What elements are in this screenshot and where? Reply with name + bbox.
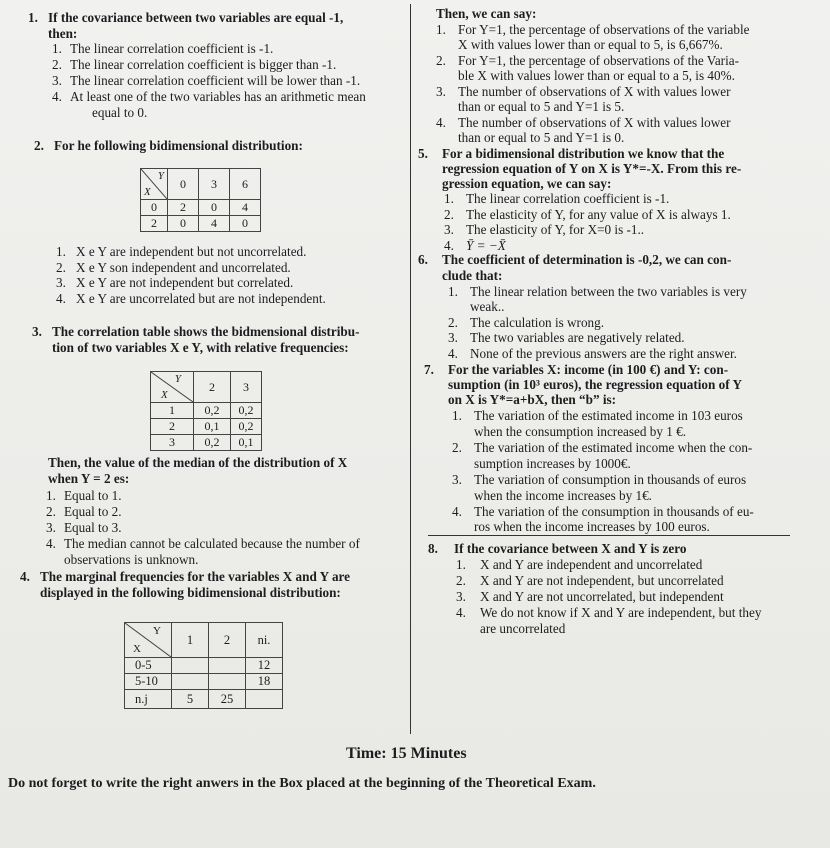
q3-col-1: 3 (231, 372, 262, 403)
q3-opt4: The median cannot be calculated because the number of (64, 536, 360, 551)
q4-footer-cell (246, 690, 283, 709)
q2-row-x: 0 (141, 200, 168, 216)
q4-row-x: 0-5 (125, 658, 172, 674)
q2-stem: For he following bidimensional distribution: (54, 138, 303, 153)
q8-opt1-num: 1. (456, 557, 466, 572)
cont-opt4-l2: than or equal to 5 and Y=1 is 0. (458, 130, 625, 145)
q7-opt3-l1: The variation of consumption in thousands of euros (474, 472, 747, 487)
q3-cell: 0,1 (194, 419, 231, 435)
q4-cell (172, 674, 209, 690)
q1-opt4: At least one of the two variables has an arithmetic mean (70, 89, 366, 104)
q7-opt2-l1: The variation of the estimated income when the con- (474, 440, 753, 455)
q6-opt1-num: 1. (448, 284, 458, 299)
q8-opt2-num: 2. (456, 573, 466, 588)
cont-opt3-num: 3. (436, 84, 446, 99)
q1-stem-line1: If the covariance between two variables are equal -1, (48, 10, 344, 25)
q3-after-line2: when Y = 2 es: (48, 471, 130, 486)
cont-opt4-num: 4. (436, 115, 446, 130)
q5-opt2: The elasticity of Y, for any value of X is always 1. (466, 207, 731, 222)
q8-opt4-l1: We do not know if X and Y are independent, but they (480, 605, 762, 620)
q2-y-label: Y (157, 170, 164, 182)
q2-opt3-num: 3. (56, 275, 66, 290)
q6-l1: The coefficient of determination is -0,2, we can con- (442, 252, 732, 267)
q6-opt2: The calculation is wrong. (470, 315, 605, 330)
q1-stem-line2: then: (48, 26, 78, 41)
cont-opt2-num: 2. (436, 53, 446, 68)
q2-opt2: X e Y son independent and uncorrelated. (76, 260, 291, 275)
q3-opt1-num: 1. (46, 488, 56, 503)
q3-opt3-num: 3. (46, 520, 56, 535)
q3-cell: 0,2 (231, 403, 262, 419)
q4-x-label: X (133, 643, 141, 655)
q3-stem-line2: tion of two variables X e Y, with relative frequencies: (52, 340, 349, 355)
q7-opt2-num: 2. (452, 440, 462, 455)
q7-opt3-l2: when the income increases by 1€. (474, 488, 652, 503)
q6-opt1-l2: weak.. (470, 299, 505, 314)
q8-stem: If the covariance between X and Y is zero (454, 541, 687, 556)
q3-cell: 0,1 (231, 435, 262, 451)
q3-number: 3. (32, 324, 42, 339)
q8-opt4-num: 4. (456, 605, 466, 620)
q2-col-0: 0 (168, 169, 199, 200)
q3-row-x: 1 (151, 403, 194, 419)
q5-opt4-num: 4. (444, 238, 454, 253)
cont-opt1-num: 1. (436, 22, 446, 37)
q2-table-corner (141, 169, 168, 200)
q2-cell: 0 (199, 200, 230, 216)
q3-opt2-num: 2. (46, 504, 56, 519)
q2-x-label: X (144, 186, 151, 198)
q2-opt4-num: 4. (56, 291, 66, 306)
q4-col-2: ni. (246, 623, 283, 658)
q7-opt3-num: 3. (452, 472, 462, 487)
cont-opt2-l2: ble X with values lower than or equal to a 5, is 40%. (458, 68, 735, 83)
q4-cell (209, 658, 246, 674)
q5-opt2-num: 2. (444, 207, 454, 222)
q4-cell: 12 (246, 658, 283, 674)
q1-opt3-num: 3. (52, 73, 62, 88)
q5-opt3: The elasticity of Y, for X=0 is -1.. (466, 222, 645, 237)
q5-opt1: The linear correlation coefficient is -1. (466, 191, 670, 206)
q2-cell: 0 (230, 216, 261, 232)
q5-opt4: Ȳ = −X̄ (466, 238, 506, 253)
q7-number: 7. (424, 362, 434, 377)
q2-row-x: 2 (141, 216, 168, 232)
q7-l3: on X is Y*=a+bX, then “b” is: (448, 392, 617, 407)
q3-table-corner (151, 372, 194, 403)
q4-y-label: Y (153, 625, 161, 637)
q7-opt4-l1: The variation of the consumption in thousands of eu- (474, 504, 754, 519)
q3-row-x: 2 (151, 419, 194, 435)
q2-cell: 4 (230, 200, 261, 216)
q4-stem-line2: displayed in the following bidimensional distribution: (40, 585, 341, 600)
q5-l3: gression equation, we can say: (442, 176, 612, 191)
q2-opt3: X e Y are not independent but correlated. (76, 275, 294, 290)
q2-col-2: 6 (230, 169, 261, 200)
q3-opt4-cont: observations is unknown. (64, 552, 199, 567)
q1-opt3: The linear correlation coefficient will be lower than -1. (70, 73, 361, 88)
q6-l2: clude that: (442, 268, 503, 283)
q4-number: 4. (20, 569, 30, 584)
q4-col-1: 2 (209, 623, 246, 658)
q4-col-0: 1 (172, 623, 209, 658)
q1-opt4-num: 4. (52, 89, 62, 104)
q3-opt4-num: 4. (46, 536, 56, 551)
q1-opt4-cont: equal to 0. (92, 105, 148, 120)
cont-opt3-l2: than or equal to 5 and Y=1 is 5. (458, 99, 625, 114)
q3-x-label: X (161, 389, 168, 401)
q3-cell: 0,2 (231, 419, 262, 435)
q3-row-x: 3 (151, 435, 194, 451)
q3-opt1: Equal to 1. (64, 488, 122, 503)
q1-opt1-num: 1. (52, 41, 62, 56)
q8-opt2: X and Y are not independent, but uncorrelated (480, 573, 724, 588)
cont-header: Then, we can say: (436, 6, 537, 21)
footer-note: Do not forget to write the right anwers in the Box placed at the beginning of the Theoretical Exam. (8, 776, 596, 791)
q7-opt2-l2: sumption increases by 1000€. (474, 456, 631, 471)
q8-number: 8. (428, 541, 438, 556)
q2-opt1-num: 1. (56, 244, 66, 259)
q3-opt2: Equal to 2. (64, 504, 122, 519)
q1-opt2: The linear correlation coefficient is bigger than -1. (70, 57, 337, 72)
q2-cell: 2 (168, 200, 199, 216)
cont-opt4-l1: The number of observations of X with values lower (458, 115, 731, 130)
time-label: Time: 15 Minutes (346, 745, 467, 762)
q6-opt1-l1: The linear relation between the two variables is very (470, 284, 747, 299)
q2-opt1: X e Y are independent but not uncorrelated. (76, 244, 307, 259)
q7-opt4-l2: ros when the income increases by 100 euros. (474, 519, 710, 534)
q4-cell (209, 674, 246, 690)
q4-cell: 18 (246, 674, 283, 690)
q3-opt3: Equal to 3. (64, 520, 122, 535)
column-divider (410, 4, 411, 734)
q3-cell: 0,2 (194, 435, 231, 451)
q2-opt4: X e Y are uncorrelated but are not independent. (76, 291, 326, 306)
q5-l1: For a bidimensional distribution we know that the (442, 146, 725, 161)
q4-table-corner (125, 623, 172, 658)
q4-cell (172, 658, 209, 674)
q4-footer-cell: 25 (209, 690, 246, 709)
q3-after-line1: Then, the value of the median of the distribution of X (48, 455, 348, 470)
q6-opt3-num: 3. (448, 330, 458, 345)
q7-opt4-num: 4. (452, 504, 462, 519)
q6-number: 6. (418, 252, 428, 267)
cont-opt1-l2: X with values lower than or equal to 5, is 6,667%. (458, 37, 723, 52)
q7-l1: For the variables X: income (in 100 €) and Y: con- (448, 362, 729, 377)
q6-opt2-num: 2. (448, 315, 458, 330)
cont-opt2-l1: For Y=1, the percentage of observations of the Varia- (458, 53, 739, 68)
q4-footer-x: n.j (125, 690, 172, 709)
q2-number: 2. (34, 138, 44, 153)
q8-opt3-num: 3. (456, 589, 466, 604)
q2-col-1: 3 (199, 169, 230, 200)
q7-opt1-l2: when the consumption increased by 1 €. (474, 424, 687, 439)
q5-opt3-num: 3. (444, 222, 454, 237)
q5-l2: regression equation of Y on X is Y*=-X. From this re- (442, 161, 742, 176)
q2-cell: 4 (199, 216, 230, 232)
q4-table (124, 622, 283, 709)
q3-table (150, 371, 262, 451)
q2-cell: 0 (168, 216, 199, 232)
q5-number: 5. (418, 146, 428, 161)
q3-col-0: 2 (194, 372, 231, 403)
q1-number: 1. (28, 10, 38, 25)
q4-footer-cell: 5 (172, 690, 209, 709)
q8-opt4-l2: are uncorrelated (480, 621, 566, 636)
q6-opt4-num: 4. (448, 346, 458, 361)
q7-l2: sumption (in 10³ euros), the regression equation of Y (448, 377, 742, 392)
q7-opt1-l1: The variation of the estimated income in 103 euros (474, 408, 743, 423)
q2-opt2-num: 2. (56, 260, 66, 275)
q1-opt1: The linear correlation coefficient is -1. (70, 41, 274, 56)
q3-stem-line1: The correlation table shows the bidmensional distribu- (52, 324, 360, 339)
q7-opt1-num: 1. (452, 408, 462, 423)
q3-y-label: Y (174, 373, 181, 385)
q5-opt1-num: 1. (444, 191, 454, 206)
q4-stem-line1: The marginal frequencies for the variables X and Y are (40, 569, 351, 584)
cont-opt3-l1: The number of observations of X with values lower (458, 84, 731, 99)
q8-opt3: X and Y are not uncorrelated, but independent (480, 589, 724, 604)
cont-opt1-l1: For Y=1, the percentage of observations of the variable (458, 22, 750, 37)
q2-table (140, 168, 261, 232)
section-separator (428, 535, 790, 536)
q3-cell: 0,2 (194, 403, 231, 419)
q1-opt2-num: 2. (52, 57, 62, 72)
q4-row-x: 5-10 (125, 674, 172, 690)
q6-opt4: None of the previous answers are the right answer. (470, 346, 737, 361)
q6-opt3: The two variables are negatively related. (470, 330, 685, 345)
q8-opt1: X and Y are independent and uncorrelated (480, 557, 703, 572)
